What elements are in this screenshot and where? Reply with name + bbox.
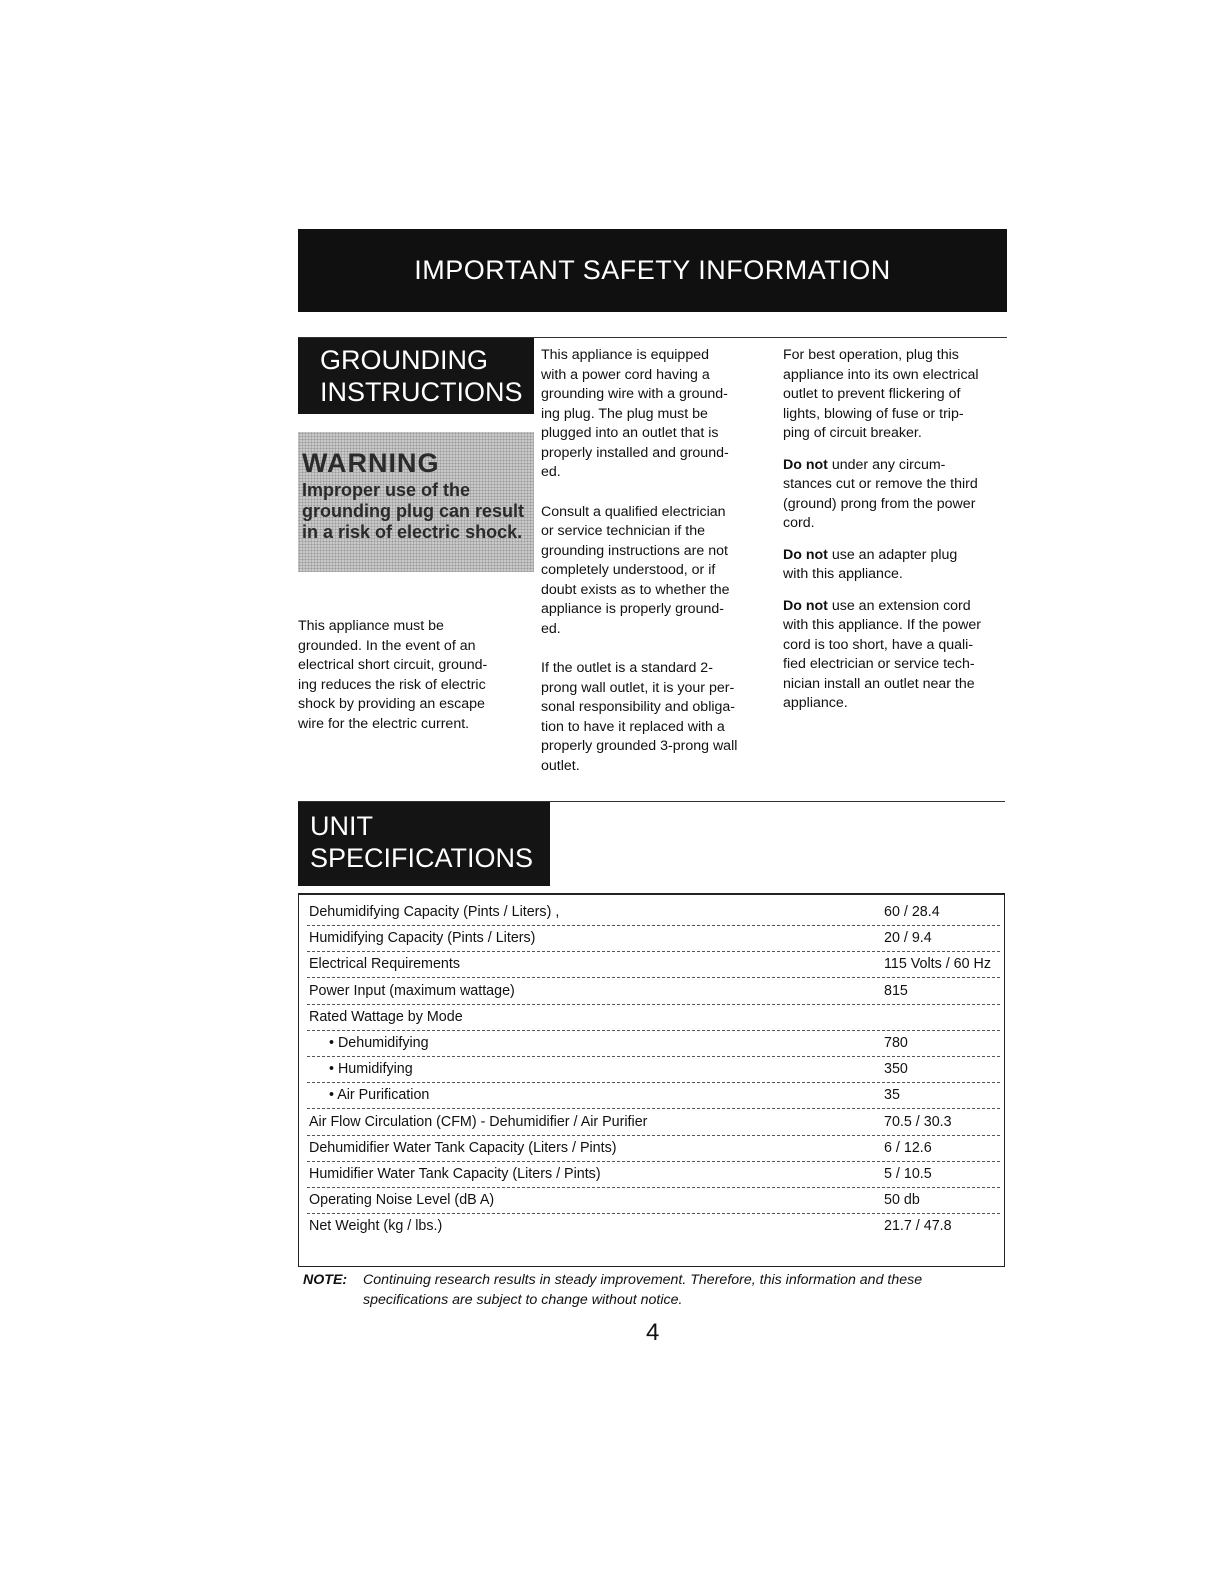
text-line: wire for the electric current. [298,715,470,732]
text-line: electrical short circuit, ground- [298,657,488,673]
text-line: sonal responsibility and obliga- [541,699,736,715]
text-line: ed. [541,464,561,480]
spec-label: Operating Noise Level (dB A) [309,1192,495,1209]
paragraph [783,546,1008,585]
text-line: use an extension cord [827,597,971,614]
spec-value: 815 [884,982,908,999]
text-line: stances cut or remove the third [783,476,978,492]
text-line: completely understood, or if [541,562,716,578]
text-line: or service technician if the [541,523,706,539]
spec-row [307,1056,1000,1083]
spec-value: 50 db [884,1192,920,1209]
text-line: plugged into an outlet that is [541,425,719,441]
do-not-emphasis: Do not [783,456,828,473]
text-line: lights, blowing of fuse or trip- [783,405,964,422]
text-line: properly installed and ground- [541,444,729,461]
text-line: This appliance must be [298,618,444,634]
spec-label: Humidifier Water Tank Capacity (Liters / Pints) [309,1166,601,1182]
spec-value: 780 [884,1035,908,1051]
text-line: shock by providing an escape [298,696,485,712]
specs-table [298,893,1005,1267]
spec-label: Electrical Requirements [309,956,460,973]
do-not-emphasis: Do not [783,546,828,563]
note-line1: Continuing research results in steady improvement. Therefore, this information and these [363,1272,923,1288]
spec-value: 21.7 / 47.8 [884,1218,952,1235]
text-line: fied electrician or service tech- [783,656,975,672]
spec-row [307,899,1000,926]
text-line: nician install an outlet near the [783,675,975,692]
text-line: ed. [541,620,561,637]
spec-value: 6 / 12.6 [884,1139,932,1156]
text-line: use an adapter plug [827,546,958,563]
warning-text [302,480,534,543]
warning-line: Improper use of the [302,480,471,500]
paragraph [541,659,776,776]
text-line: doubt exists as to whether the [541,581,730,598]
spec-label: Dehumidifier Water Tank Capacity (Liters / Pints) [309,1139,617,1156]
spec-row [307,1187,1000,1214]
text-line: with this appliance. If the power [783,617,981,633]
spec-row [307,1082,1000,1109]
spec-row [307,1030,1000,1057]
paragraph [541,346,776,483]
text-line: under any circum- [827,456,946,473]
text-line: prong wall outlet, it is your per- [541,679,735,696]
spec-value: 115 Volts / 60 Hz [884,956,992,973]
text-line: ping of circuit breaker. [783,425,922,441]
spec-value: 350 [884,1061,908,1078]
specs-heading-line2: SPECIFICATIONS [310,843,534,873]
spec-value: 70.5 / 30.3 [884,1113,952,1130]
text-line: cord is too short, have a quali- [783,636,974,653]
text-line: grounding wire with a ground- [541,386,728,402]
spec-label: • Humidifying [329,1061,413,1078]
text-line: appliance into its own electrical [783,366,979,383]
paragraph [783,597,1008,714]
warning-title: WARNING [302,448,440,478]
text-line: (ground) prong from the power [783,495,976,512]
text-line: ing reduces the risk of electric [298,676,486,693]
text-line: with this appliance. [783,566,903,582]
note-line2: specifications are subject to change without notice. [363,1291,683,1308]
text-line: appliance. [783,695,848,711]
spec-value: 35 [884,1087,900,1104]
warning-line: in a risk of electric shock. [302,522,523,542]
text-line: appliance is properly ground- [541,601,724,617]
note-label: NOTE: [303,1272,348,1288]
text-line: cord. [783,515,815,531]
page-number: 4 [646,1319,660,1346]
text-line: If the outlet is a standard 2- [541,660,713,676]
spec-row [307,1109,1000,1136]
spec-label: • Dehumidifying [329,1035,429,1051]
spec-value: 20 / 9.4 [884,930,932,947]
warning-box [298,432,534,572]
spec-value: 5 / 10.5 [884,1166,932,1182]
warning-line: grounding plug can result [302,501,524,521]
spec-row [307,1004,1000,1031]
text-line: This appliance is equipped [541,347,709,363]
text-line: grounded. In the event of an [298,637,476,654]
grounding-heading [298,338,534,414]
spec-row [307,1161,1000,1188]
spec-value: 60 / 28.4 [884,904,940,920]
spec-label: Air Flow Circulation (CFM) - Dehumidifier / Air Purifier [309,1113,648,1130]
specs-heading [298,802,550,886]
grounding-col3 [783,346,1008,726]
specs-heading-line1: UNIT [310,811,373,841]
do-not-emphasis: Do not [783,597,828,614]
note [303,1271,1003,1310]
spec-row [307,951,1000,978]
page-banner: IMPORTANT SAFETY INFORMATION [298,229,1007,312]
spec-row [307,1135,1000,1162]
spec-row [307,1213,1000,1239]
paragraph [783,456,1008,534]
spec-label: • Air Purification [329,1087,430,1104]
spec-row [307,978,1000,1005]
text-line: with a power cord having a [541,366,710,383]
text-line: grounding instructions are not [541,542,728,559]
grounding-heading-line1: GROUNDING [320,345,488,375]
text-line: tion to have it replaced with a [541,718,725,735]
paragraph [541,503,776,640]
grounding-col1 [298,617,533,734]
text-line: outlet to prevent flickering of [783,386,961,402]
text-line: ing plug. The plug must be [541,405,708,422]
text-line: outlet. [541,757,580,774]
text-line: Consult a qualified electrician [541,503,726,520]
spec-label: Dehumidifying Capacity (Pints / Liters) , [309,904,560,920]
text-line: properly grounded 3-prong wall [541,738,738,754]
spec-row [307,925,1000,952]
spec-label: Humidifying Capacity (Pints / Liters) [309,930,536,947]
text-line: For best operation, plug this [783,347,959,363]
grounding-heading-line2: INSTRUCTIONS [320,377,523,407]
spec-label: Power Input (maximum wattage) [309,982,515,999]
paragraph [783,346,1008,444]
spec-label: Rated Wattage by Mode [309,1008,463,1025]
grounding-col2 [541,346,776,788]
spec-label: Net Weight (kg / lbs.) [309,1218,443,1235]
